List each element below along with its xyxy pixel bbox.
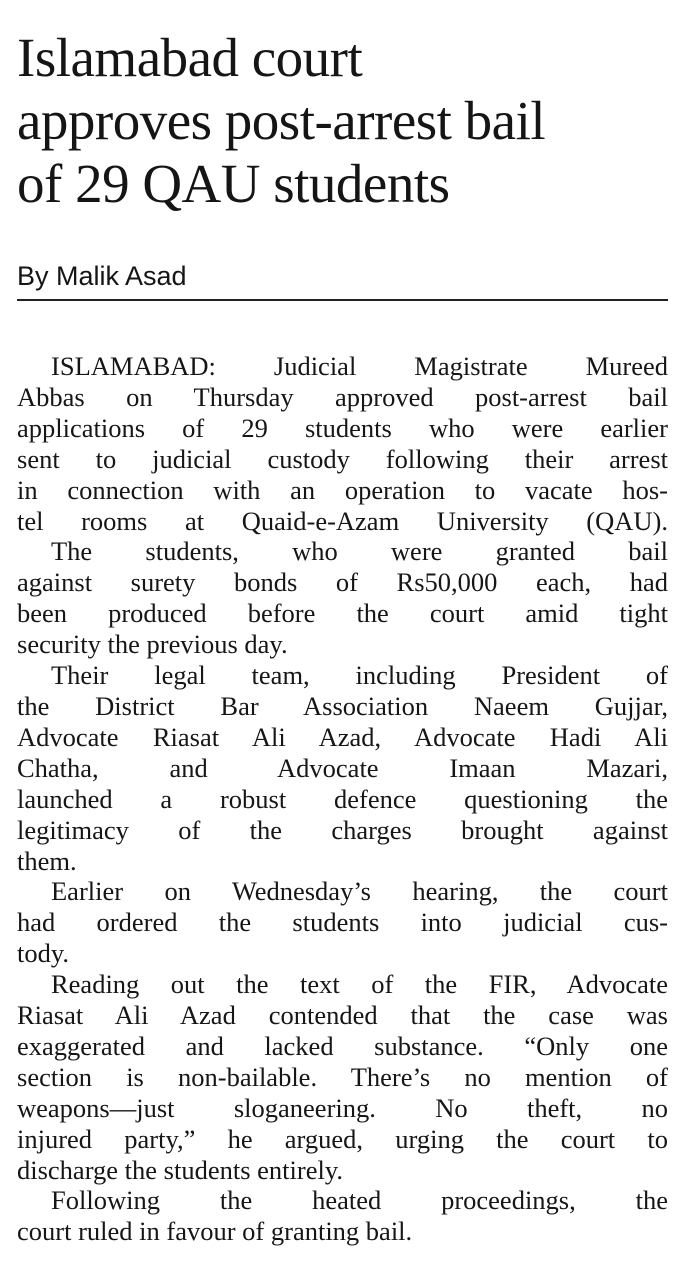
body-line: Reading out the text of the FIR, Advocate — [51, 969, 668, 1000]
paragraph — [17, 536, 668, 660]
body-line: had ordered the students into judicial cus- — [17, 907, 668, 938]
paragraph — [17, 660, 668, 876]
body-line: against surety bonds of Rs50,000 each, had — [17, 567, 668, 598]
body-line: injured party,” he argued, urging the court to — [17, 1123, 668, 1154]
headline — [17, 0, 668, 215]
body-line: exaggerated and lacked substance. “Only one — [17, 1030, 668, 1061]
body-line: launched a robust defence questioning the — [17, 783, 668, 814]
body-line: legitimacy of the charges brought against — [17, 814, 668, 845]
body-line: Advocate Riasat Ali Azad, Advocate Hadi Ali — [17, 721, 668, 752]
body-line: the District Bar Association Naeem Gujjar, — [17, 690, 668, 721]
paragraph — [17, 351, 668, 536]
body-line: Their legal team, including President of — [51, 660, 668, 691]
headline-line: Islamabad court — [17, 27, 363, 88]
body-line: Chatha, and Advocate Imaan Mazari, — [17, 752, 668, 783]
article-body — [17, 351, 668, 1247]
body-line: tel rooms at Quaid-e-Azam University (QAU). — [17, 505, 668, 536]
headline-line: approves post-arrest bail — [17, 90, 546, 151]
body-line: Following the heated proceedings, the — [51, 1185, 668, 1216]
body-line: security the previous day. — [17, 629, 288, 660]
body-line: court ruled in favour of granting bail. — [17, 1216, 413, 1247]
paragraph — [17, 1185, 668, 1247]
byline: By Malik Asad — [17, 258, 668, 301]
paragraph — [17, 876, 668, 969]
body-line: Earlier on Wednesday’s hearing, the court — [51, 876, 668, 907]
body-line: The students, who were granted bail — [51, 536, 668, 567]
body-line: tody. — [17, 938, 70, 969]
body-line: applications of 29 students who were earlier — [17, 412, 668, 443]
body-line: been produced before the court amid tight — [17, 598, 668, 629]
body-line: Riasat Ali Azad contended that the case was — [17, 1000, 668, 1031]
body-line: section is non-bailable. There’s no mention of — [17, 1061, 668, 1092]
body-line: ISLAMABAD: Judicial Magistrate Mureed — [51, 351, 668, 381]
headline-line: of 29 QAU students — [17, 153, 450, 214]
body-line: Abbas on Thursday approved post-arrest bail — [17, 381, 668, 412]
body-line: in connection with an operation to vacate hos- — [17, 474, 668, 505]
body-line: discharge the students entirely. — [17, 1154, 344, 1185]
paragraph — [17, 969, 668, 1185]
body-line: them. — [17, 845, 77, 876]
news-article — [17, 0, 668, 1247]
body-line: sent to judicial custody following their arrest — [17, 443, 668, 474]
body-line: weapons—just sloganeering. No theft, no — [17, 1092, 668, 1123]
